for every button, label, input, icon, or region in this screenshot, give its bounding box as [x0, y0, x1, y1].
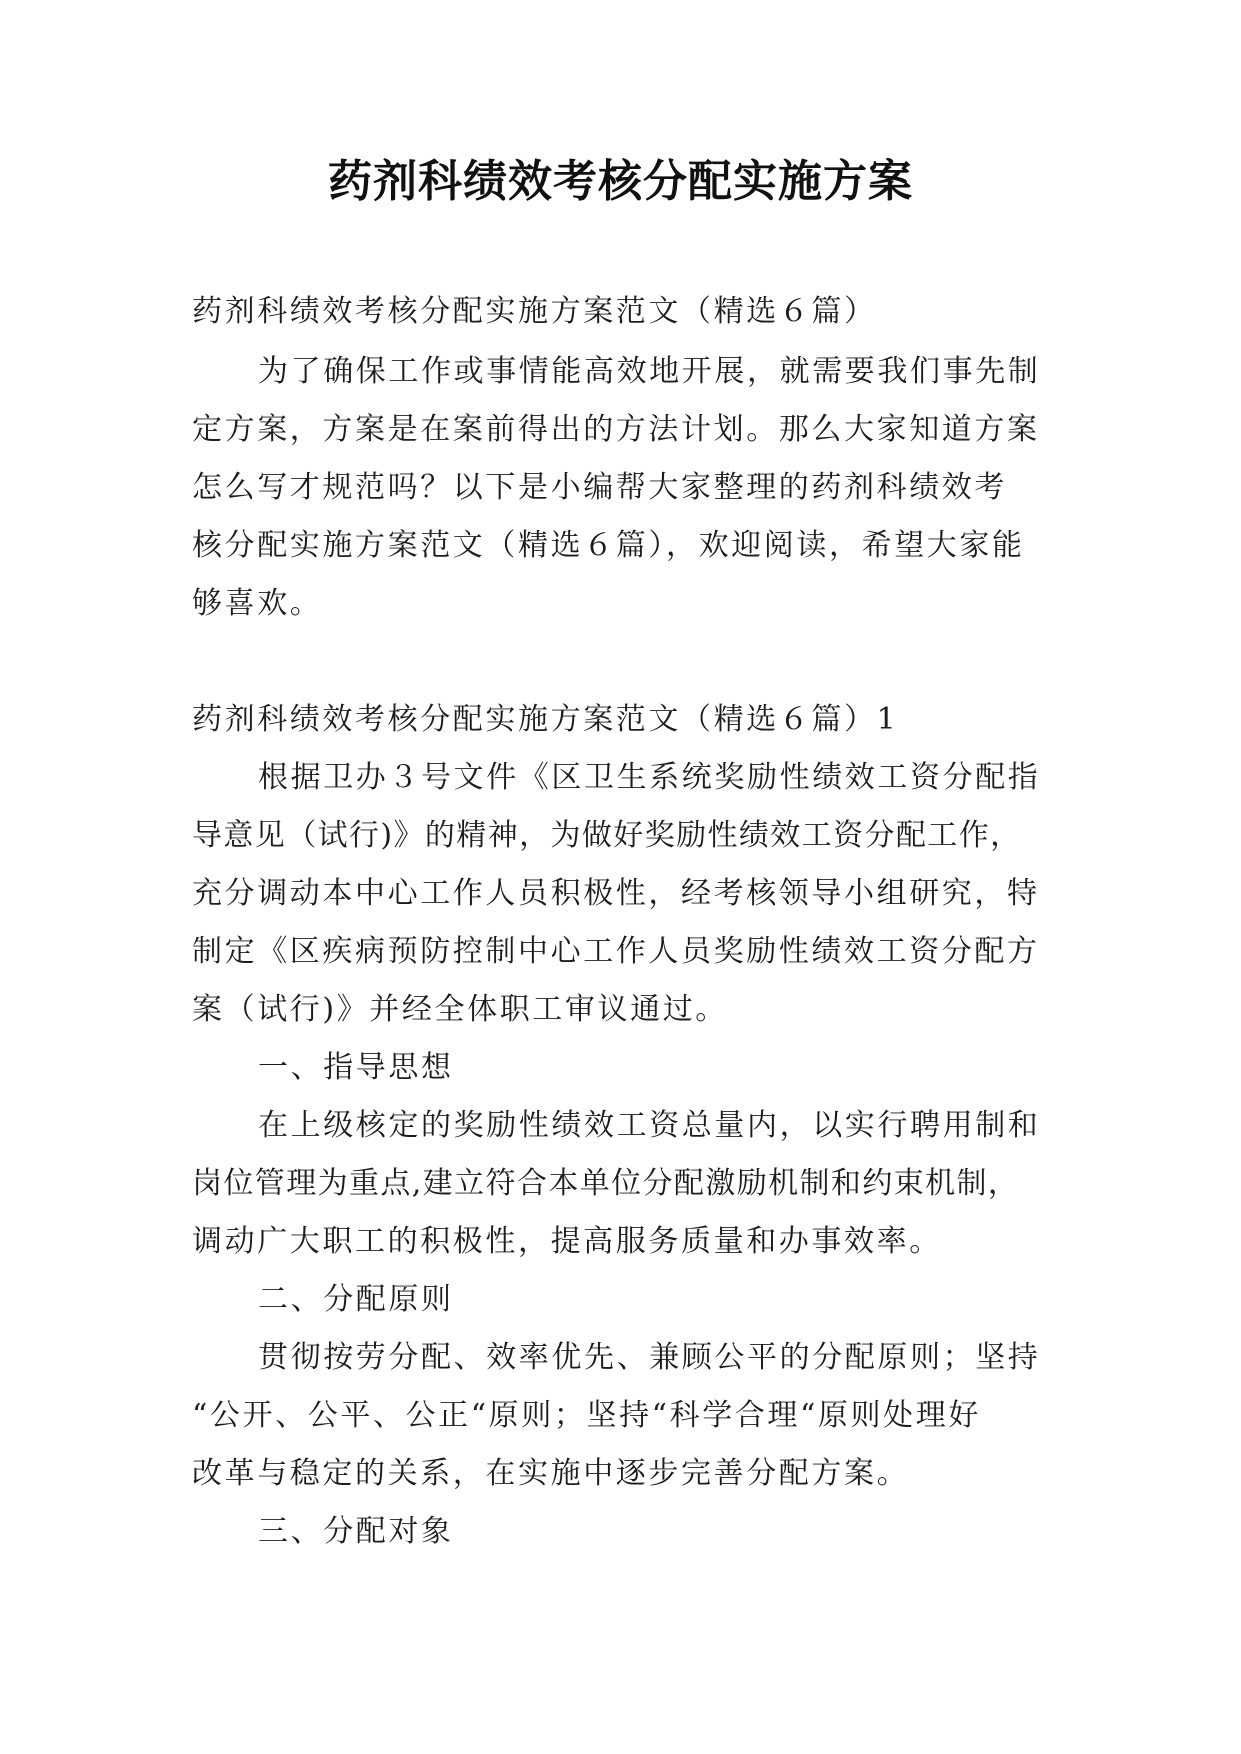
body-line-5: 案（试行)》并经全体职工审议通过。: [192, 992, 728, 1027]
body-line-3: 充分调动本中心工作人员积极性，经考核领导小组研究，特: [192, 876, 1040, 911]
document-title: 药剂科绩效考核分配实施方案: [328, 156, 913, 207]
intro-line-5: 够喜欢。: [192, 586, 323, 621]
intro-line-2: 定方案，方案是在案前得出的方法计划。那么大家知道方案: [192, 412, 1040, 447]
subtitle-line: 药剂科绩效考核分配实施方案范文（精选６篇）: [192, 294, 877, 329]
guiding-line-2: 岗位管理为重点,建立符合本单位分配激励机制和约束机制，: [192, 1166, 1020, 1201]
principle-line-2: “公开、公平、公正“原则；坚持“科学合理“原则处理好: [192, 1398, 981, 1433]
body-line-2: 导意见（试行)》的精神，为做好奖励性绩效工资分配工作，: [192, 818, 1022, 853]
body-line-4: 制定《区疾病预防控制中心工作人员奖励性绩效工资分配方: [192, 934, 1040, 969]
section-heading: 药剂科绩效考核分配实施方案范文（精选６篇）1: [192, 702, 899, 737]
heading-distribution-target: 三、分配对象: [258, 1514, 454, 1549]
guiding-line-3: 调动广大职工的积极性，提高服务质量和办事效率。: [192, 1224, 942, 1259]
intro-line-4: 核分配实施方案范文（精选６篇），欢迎阅读，希望大家能: [192, 528, 1025, 563]
principle-line-1: 贯彻按劳分配、效率优先、兼顾公平的分配原则；坚持: [258, 1340, 1041, 1375]
intro-line-1: 为了确保工作或事情能高效地开展，就需要我们事先制: [258, 354, 1041, 389]
body-line-1: 根据卫办３号文件《区卫生系统奖励性绩效工资分配指: [258, 760, 1041, 795]
heading-distribution-principle: 二、分配原则: [258, 1282, 454, 1317]
principle-line-3: 改革与稳定的关系，在实施中逐步完善分配方案。: [192, 1456, 910, 1491]
intro-line-3: 怎么写才规范吗？以下是小编帮大家整理的药剂科绩效考: [192, 470, 1007, 505]
guiding-line-1: 在上级核定的奖励性绩效工资总量内，以实行聘用制和: [258, 1108, 1041, 1143]
heading-guiding-idea: 一、指导思想: [258, 1050, 454, 1085]
